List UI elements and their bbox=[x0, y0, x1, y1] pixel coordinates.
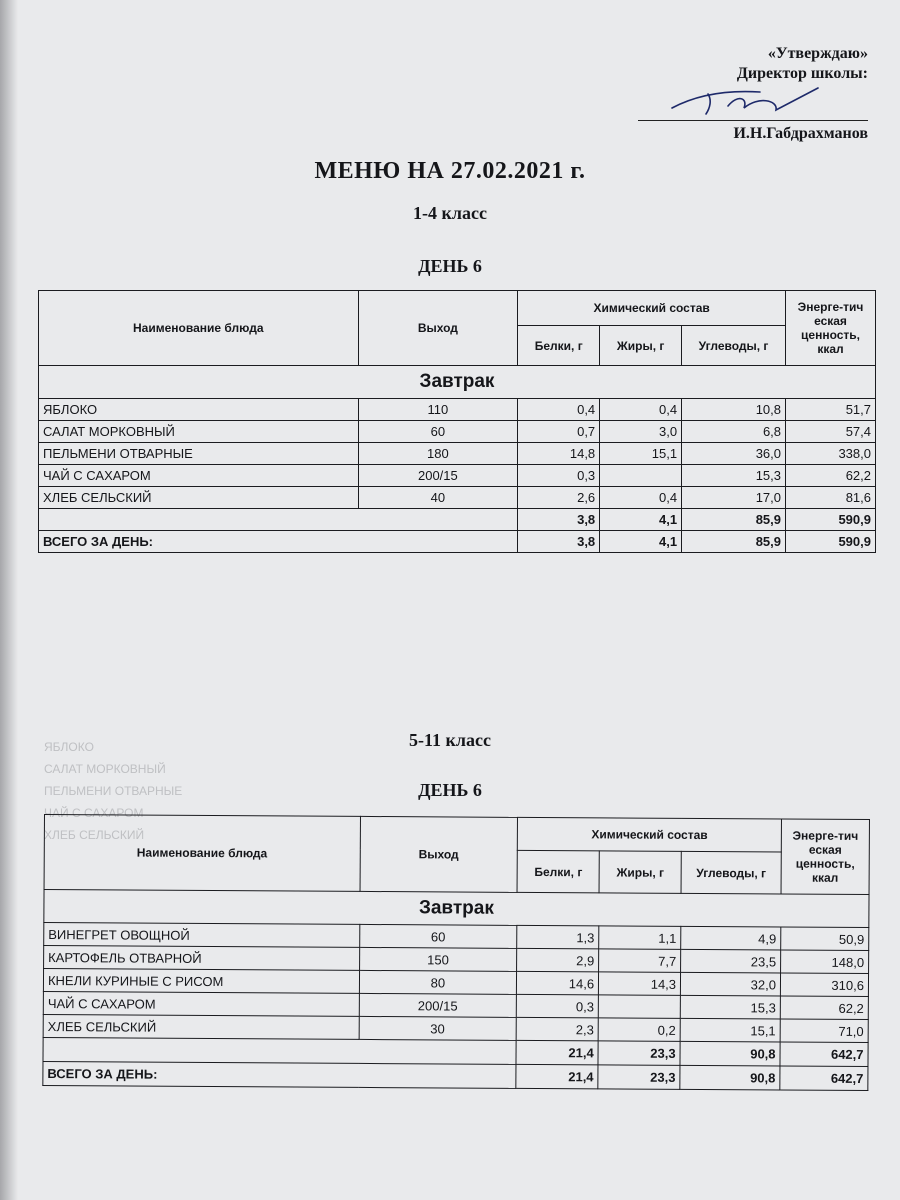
total-energy: 642,7 bbox=[780, 1066, 868, 1091]
total-protein: 3,8 bbox=[518, 531, 600, 553]
subtotal-energy: 590,9 bbox=[786, 509, 876, 531]
section2-day-label: ДЕНЬ 6 bbox=[418, 780, 482, 800]
dish-protein: 2,9 bbox=[517, 948, 599, 972]
dish-yield: 40 bbox=[358, 487, 518, 509]
header-dish: Наименование блюда bbox=[39, 291, 359, 366]
show-through-text: ЯБЛОКО САЛАТ МОРКОВНЫЙ ПЕЛЬМЕНИ ОТВАРНЫЕ ЧАЙ С САХАРОМ ХЛЕБ СЕЛЬСКИЙ bbox=[44, 740, 183, 842]
header-yield: Выход bbox=[358, 291, 518, 366]
dish-name: ХЛЕБ СЕЛЬСКИЙ bbox=[39, 487, 359, 509]
header-energy: Энерге-тич еская ценность, ккал bbox=[786, 291, 876, 366]
dish-name: ВИНЕГРЕТ ОВОЩНОЙ bbox=[44, 923, 360, 948]
subtotal-fat: 23,3 bbox=[598, 1041, 680, 1065]
dish-name: ЧАЙ С САХАРОМ bbox=[39, 465, 359, 487]
header-protein: Белки, г bbox=[518, 326, 600, 366]
dish-row bbox=[39, 487, 876, 509]
dish-carbs: 15,3 bbox=[680, 995, 780, 1019]
dish-protein: 14,8 bbox=[518, 443, 600, 465]
header-carbs: Углеводы, г bbox=[682, 326, 786, 366]
dish-energy: 50,9 bbox=[781, 927, 869, 951]
dish-carbs: 15,1 bbox=[680, 1018, 780, 1042]
dish-energy: 62,2 bbox=[780, 996, 868, 1020]
total-label: ВСЕГО ЗА ДЕНЬ: bbox=[39, 531, 518, 553]
dish-row bbox=[39, 443, 876, 465]
section2-class-label: 5-11 класс bbox=[409, 730, 491, 750]
dish-yield: 60 bbox=[358, 421, 518, 443]
meal-label: Завтрак bbox=[44, 890, 869, 928]
dish-protein: 2,3 bbox=[516, 1017, 598, 1041]
dish-fat bbox=[598, 995, 680, 1019]
total-fat: 4,1 bbox=[600, 531, 682, 553]
dish-fat: 0,2 bbox=[598, 1018, 680, 1042]
header-yield: Выход bbox=[360, 816, 518, 892]
dish-energy: 148,0 bbox=[781, 950, 869, 974]
dish-name: ХЛЕБ СЕЛЬСКИЙ bbox=[43, 1014, 359, 1039]
page-title: МЕНЮ НА 27.02.2021 г. bbox=[314, 158, 586, 184]
total-energy: 590,9 bbox=[786, 531, 876, 553]
dish-rows bbox=[39, 399, 876, 509]
dish-energy: 310,6 bbox=[780, 973, 868, 997]
header-chem: Химический состав bbox=[518, 817, 782, 852]
dish-name: ЯБЛОКО bbox=[39, 399, 359, 421]
dish-fat: 14,3 bbox=[599, 972, 681, 996]
dish-name: КНЕЛИ КУРИНЫЕ С РИСОМ bbox=[43, 969, 359, 994]
director-name: И.Н.Габдрахманов bbox=[733, 125, 868, 142]
dish-energy: 81,6 bbox=[786, 487, 876, 509]
dish-name: ЧАЙ С САХАРОМ bbox=[43, 991, 359, 1016]
dish-carbs: 10,8 bbox=[682, 399, 786, 421]
dish-energy: 51,7 bbox=[786, 399, 876, 421]
dish-carbs: 36,0 bbox=[682, 443, 786, 465]
dish-carbs: 15,3 bbox=[682, 465, 786, 487]
header-chem: Химический состав bbox=[518, 291, 786, 326]
section1-class-label: 1-4 класс bbox=[413, 203, 487, 223]
subtotal-energy: 642,7 bbox=[780, 1042, 868, 1067]
signature-icon bbox=[668, 84, 828, 120]
dish-yield: 60 bbox=[359, 924, 517, 948]
dish-row bbox=[39, 465, 876, 487]
total-fat: 23,3 bbox=[598, 1065, 680, 1090]
dish-yield: 110 bbox=[358, 399, 518, 421]
subtotal-row bbox=[39, 509, 876, 531]
dish-energy: 71,0 bbox=[780, 1019, 868, 1043]
total-carbs: 90,8 bbox=[680, 1065, 780, 1090]
header-fat: Жиры, г bbox=[600, 326, 682, 366]
dish-protein: 1,3 bbox=[517, 925, 599, 949]
subtotal-carbs: 90,8 bbox=[680, 1041, 780, 1066]
dish-name: САЛАТ МОРКОВНЫЙ bbox=[39, 421, 359, 443]
dish-carbs: 6,8 bbox=[682, 421, 786, 443]
dish-protein: 14,6 bbox=[517, 971, 599, 995]
dish-name: КАРТОФЕЛЬ ОТВАРНОЙ bbox=[44, 946, 360, 971]
dish-yield: 150 bbox=[359, 947, 517, 971]
total-row bbox=[43, 1061, 868, 1090]
header-energy: Энерге-тич еская ценность, ккал bbox=[781, 819, 869, 895]
section1-day-label: ДЕНЬ 6 bbox=[418, 256, 482, 276]
dish-protein: 0,3 bbox=[518, 465, 600, 487]
subtotal-protein: 21,4 bbox=[516, 1040, 598, 1065]
dish-protein: 0,4 bbox=[518, 399, 600, 421]
dish-rows bbox=[43, 923, 869, 1043]
dish-fat: 7,7 bbox=[599, 949, 681, 973]
signature-line bbox=[638, 120, 868, 121]
header-fat: Жиры, г bbox=[599, 851, 681, 893]
dish-carbs: 17,0 bbox=[682, 487, 786, 509]
dish-row bbox=[39, 421, 876, 443]
approval-line-2: Директор школы: bbox=[736, 65, 868, 82]
dish-fat bbox=[600, 465, 682, 487]
dish-carbs: 4,9 bbox=[681, 926, 781, 950]
approval-line-1: «Утверждаю» bbox=[767, 45, 868, 62]
dish-protein: 0,3 bbox=[517, 994, 599, 1018]
total-carbs: 85,9 bbox=[682, 531, 786, 553]
approval-block bbox=[628, 44, 868, 142]
header-protein: Белки, г bbox=[517, 850, 599, 892]
dish-yield: 30 bbox=[359, 1016, 517, 1040]
header-dish: Наименование блюда bbox=[44, 815, 360, 892]
dish-fat: 15,1 bbox=[600, 443, 682, 465]
dish-fat: 0,4 bbox=[600, 487, 682, 509]
subtotal-fat: 4,1 bbox=[600, 509, 682, 531]
dish-protein: 2,6 bbox=[518, 487, 600, 509]
dish-carbs: 23,5 bbox=[681, 949, 781, 973]
dish-name: ПЕЛЬМЕНИ ОТВАРНЫЕ bbox=[39, 443, 359, 465]
dish-carbs: 32,0 bbox=[680, 972, 780, 996]
dish-yield: 200/15 bbox=[358, 465, 518, 487]
meal-label: Завтрак bbox=[39, 366, 876, 399]
dish-yield: 80 bbox=[359, 970, 517, 994]
total-label: ВСЕГО ЗА ДЕНЬ: bbox=[43, 1061, 516, 1088]
menu-table-grades-5-11 bbox=[42, 814, 870, 1091]
dish-yield: 180 bbox=[358, 443, 518, 465]
dish-fat: 0,4 bbox=[600, 399, 682, 421]
dish-fat: 3,0 bbox=[600, 421, 682, 443]
menu-table-grades-1-4 bbox=[38, 290, 876, 553]
dish-energy: 57,4 bbox=[786, 421, 876, 443]
total-row bbox=[39, 531, 876, 553]
dish-energy: 62,2 bbox=[786, 465, 876, 487]
subtotal-protein: 3,8 bbox=[518, 509, 600, 531]
header-carbs: Углеводы, г bbox=[681, 851, 781, 894]
dish-fat: 1,1 bbox=[599, 926, 681, 950]
total-protein: 21,4 bbox=[516, 1064, 598, 1089]
dish-yield: 200/15 bbox=[359, 993, 517, 1017]
dish-protein: 0,7 bbox=[518, 421, 600, 443]
dish-energy: 338,0 bbox=[786, 443, 876, 465]
subtotal-carbs: 85,9 bbox=[682, 509, 786, 531]
dish-row bbox=[39, 399, 876, 421]
